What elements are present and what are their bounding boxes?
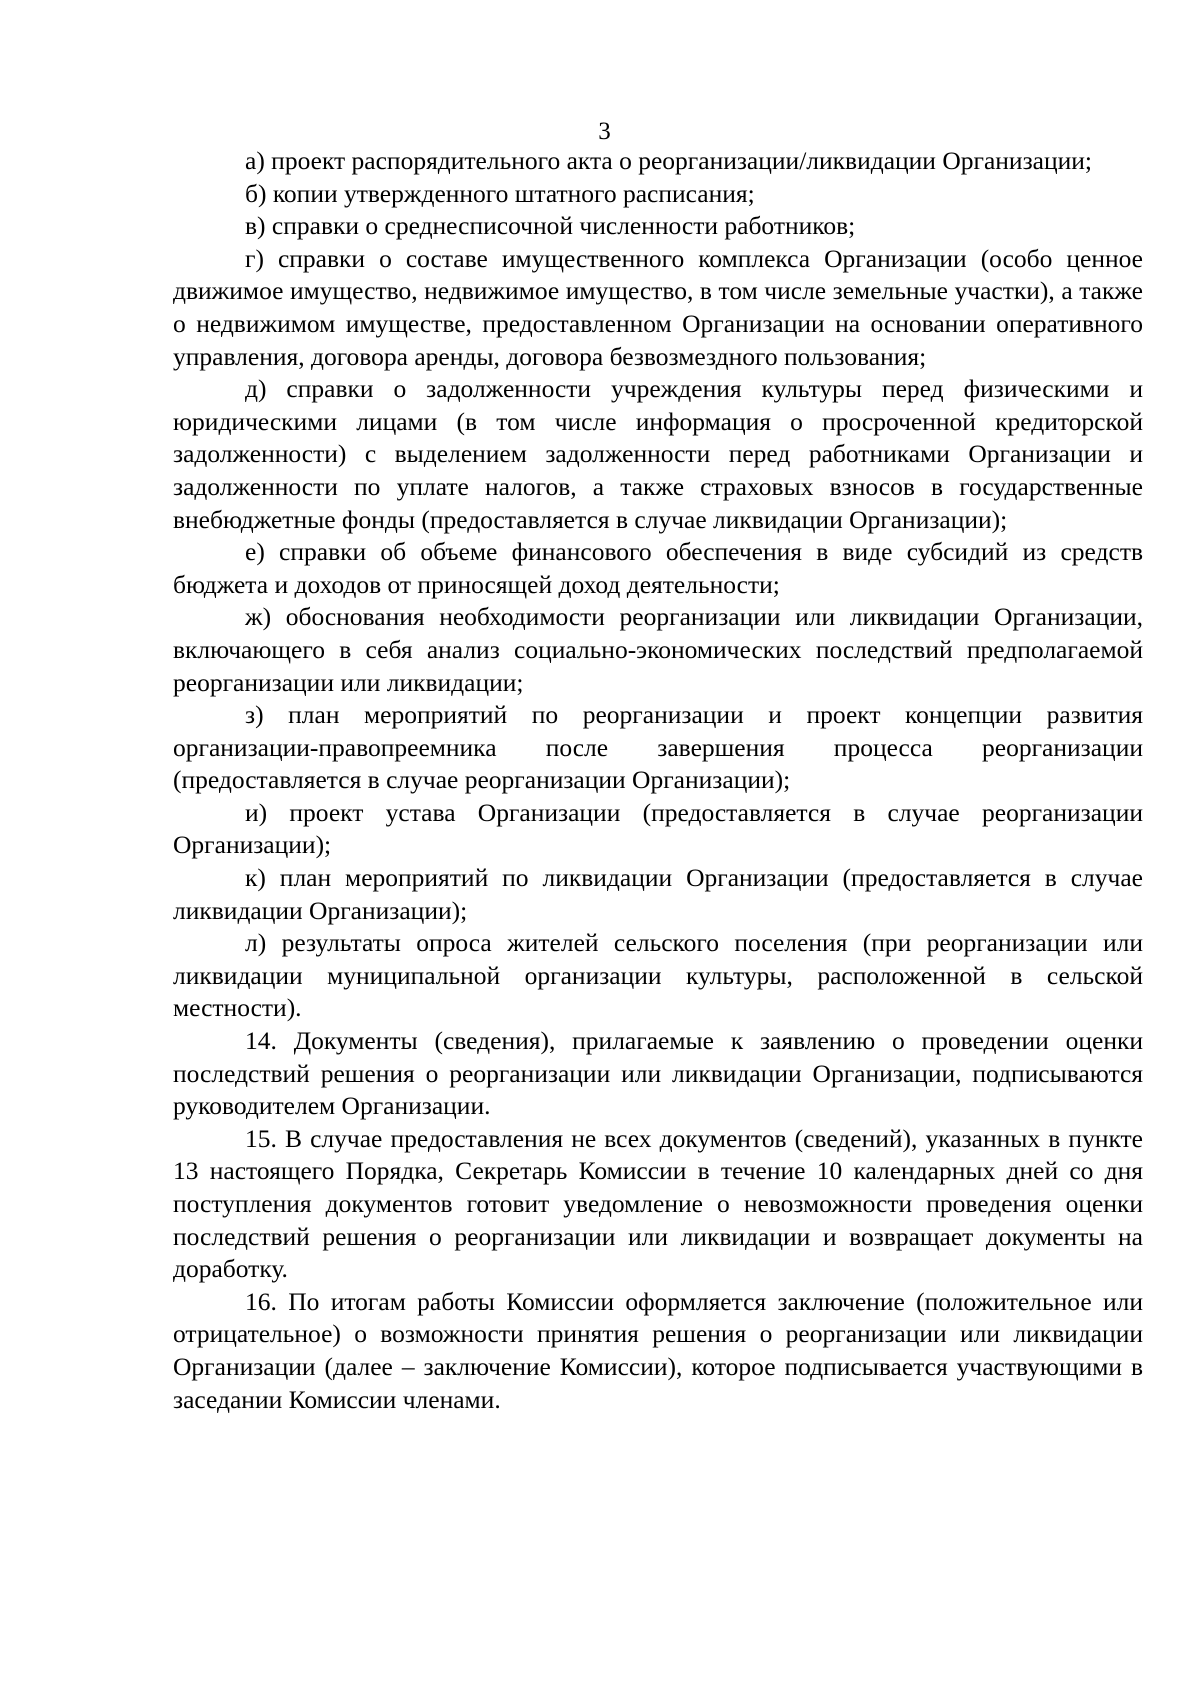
list-item-d: д) справки о задолженности учреждения культуры перед физическими и юридическими лицами (в том числе информация о просроченной кредиторской задолженности) с выделением задолженности перед работниками Организации и задолженности по уплате налогов, а также страховых взносов в государственные внебюджетные фонды (предоставляется в случае ликвидации Организации); bbox=[173, 374, 1143, 534]
list-item-zh: ж) обоснования необходимости реорганизации или ликвидации Организации, включающего в себя анализ социально-экономических последствий предполагаемой реорганизации или ликвидации; bbox=[173, 602, 1143, 697]
list-item-z: з) план мероприятий по реорганизации и проект концепции развития организации-правопреемника после завершения процесса реорганизации (предоставляется в случае реорганизации Организации); bbox=[173, 700, 1143, 795]
page-number: 3 bbox=[598, 118, 611, 145]
list-item-v: в) справки о среднесписочной численности работников; bbox=[245, 211, 856, 241]
clause-15: 15. В случае предоставления не всех документов (сведений), указанных в пункте 13 настоящего Порядка, Секретарь Комиссии в течение 10 календарных дней со дня поступления документов готовит уведомление о невозможности проведения оценки последствий решения о реорганизации или ликвидации и возвращает документы на доработку. bbox=[173, 1123, 1143, 1284]
list-item-k: к) план мероприятий по ликвидации Организации (предоставляется в случае ликвидации Организации); bbox=[173, 863, 1143, 925]
list-item-i: и) проект устава Организации (предоставляется в случае реорганизации Организации); bbox=[173, 797, 1143, 860]
clause-14: 14. Документы (сведения), прилагаемые к заявлению о проведении оценки последствий решения о реорганизации или ликвидации Организации, подписываются руководителем Организации. bbox=[173, 1026, 1143, 1121]
list-item-l: л) результаты опроса жителей сельского поселения (при реорганизации или ликвидации муниципальной организации культуры, расположенной в сельской местности). bbox=[173, 928, 1143, 1023]
list-item-g: г) справки о составе имущественного комплекса Организации (особо ценное движимое имущество, недвижимое имущество, в том числе земельные участки), а также о недвижимом имуществе, предоставленном Организации на основании оперативного управления, договора аренды, договора безвозмездного пользования; bbox=[173, 243, 1143, 371]
clause-16: 16. По итогам работы Комиссии оформляется заключение (положительное или отрицательное) о возможности принятия решения о реорганизации или ликвидации Организации (далее – заключение Комиссии), которое подписывается участвующими в заседании Комиссии членами. bbox=[173, 1286, 1143, 1414]
list-item-e: е) справки об объеме финансового обеспечения в виде субсидий из средств бюджета и доходов от приносящей доход деятельности; bbox=[173, 537, 1143, 599]
list-item-a: а) проект распорядительного акта о реорганизации/ликвидации Организации; bbox=[245, 146, 1092, 175]
document-body bbox=[173, 145, 1143, 1416]
list-item-b: б) копии утвержденного штатного расписания; bbox=[245, 178, 755, 208]
